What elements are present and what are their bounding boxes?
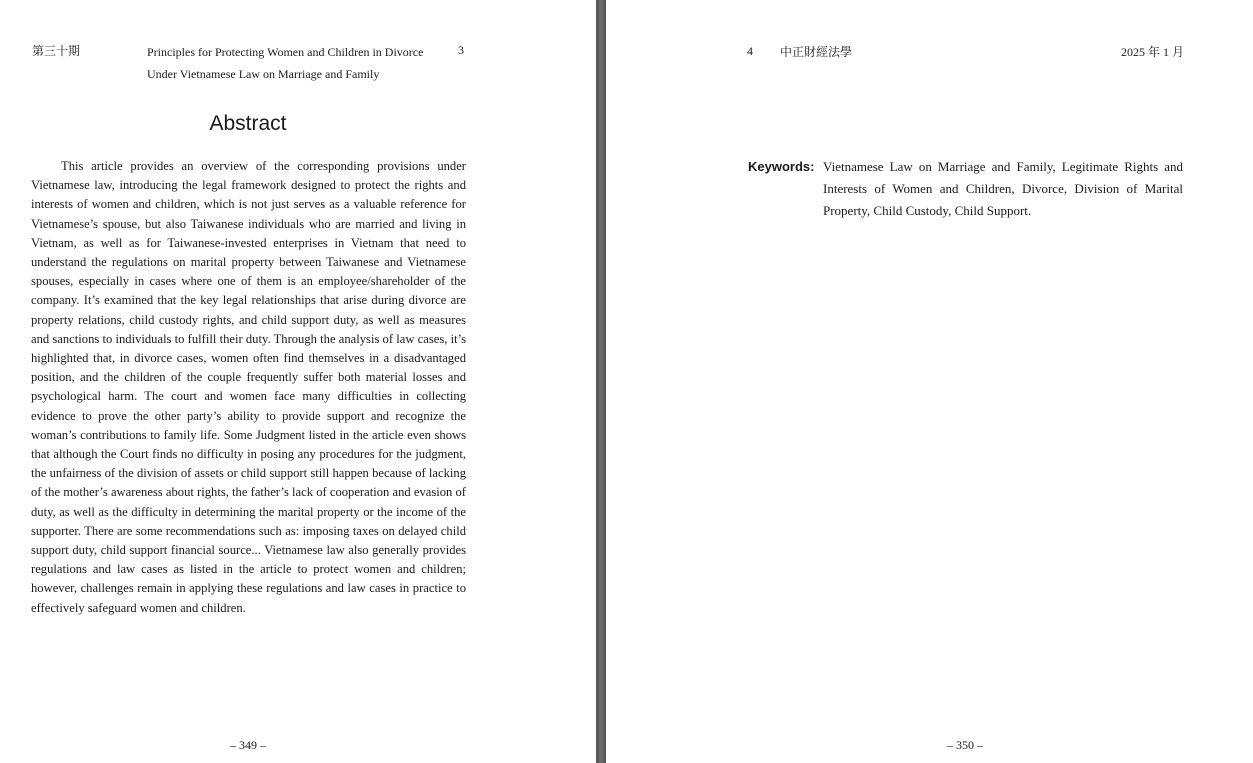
- header-page-number: 3: [458, 43, 464, 57]
- abstract-heading: Abstract: [209, 112, 287, 135]
- header-article-title: Principles for Protecting Women and Children in Divorce Under Vietnamese Law on Marriage and Family: [147, 45, 424, 81]
- header-date: 2025 年 1 月: [1120, 45, 1184, 59]
- header-volume: 第三十期: [32, 44, 81, 58]
- header-journal-name: 中正財經法學: [780, 45, 853, 59]
- abstract-body: This article provides an overview of the corresponding provisions under Vietnamese law, introducing the legal framework designed to protect the rights and interests of women and children, which is not just serves as a valuable reference for Vietnamese’s spouse, but also Taiwanese individuals who are married and living in Vietnam, as well as for Taiwanese-invested enterprises in Vietnam that need to understand the regulations on marital property between Taiwanese and Vietnamese spouses, especially in cases where one of them is an employee/shareholder of the company. It’s examined that the key legal relationships that arise during divorce are property relations, child custody rights, and child support duty, as well as measures and sanctions to individuals to fulfill their duty. Through the analysis of law cases, it’s highlighted that, in divorce cases, women often find themselves in a disadvantaged position, and the children of the couple frequently suffer both material losses and psychological harm. The court and women face many difficulties in collecting evidence to prove the other party’s ability to provide support and recognize the woman’s contributions to family life. Some Judgment listed in the article even shows that although the Court finds no difficulty in posing any procedures for the judgment, the unfairness of the division of assets or child support still happen because of lacking of the mother’s awareness about rights, the father’s lack of cooperation and evasion of duty, as well as the difficulty in determining the marital property or the income of the supporter. There are some recommendations such as: imposing taxes on delayed child support duty, child support financial source... Vietnamese law also generally provides regulations and law cases as listed in the article to protect women and children; however, challenges remain in applying these regulations and law cases in practice to effectively safeguard women and children.: [31, 159, 466, 615]
- right-page: [606, 0, 1253, 763]
- page-divider: [596, 0, 606, 763]
- left-page: [0, 0, 596, 763]
- keywords-text: Vietnamese Law on Marriage and Family, Legitimate Rights and Interests of Women and Children, Divorce, Division of Marital Property, Child Custody, Child Support.: [823, 159, 1183, 218]
- page-footer-number: – 349 –: [230, 738, 266, 752]
- keywords-label: Keywords:: [748, 159, 815, 174]
- header-page-number: 4: [747, 44, 753, 58]
- page-footer-number: – 350 –: [947, 738, 983, 752]
